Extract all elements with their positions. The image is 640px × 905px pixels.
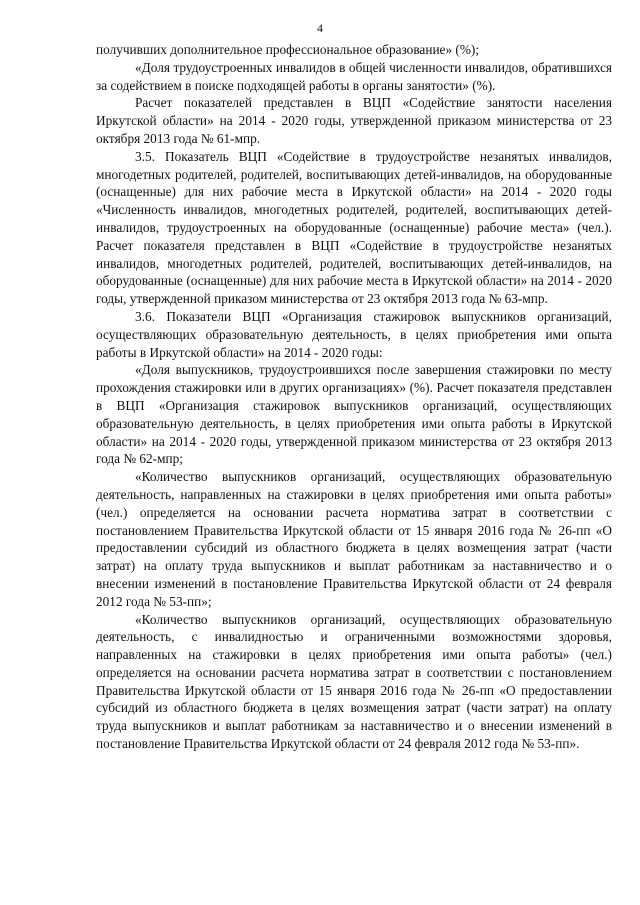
paragraph-section-3-6: 3.6. Показатели ВЦП «Организация стажировок выпускников организаций, осуществляющих образовательную деятельность, в целях приобретения ими опыта работы в Иркутской области» на 2014 - 2020 годы: bbox=[96, 308, 612, 360]
page-number: 4 bbox=[317, 21, 323, 35]
paragraph-graduates-count: «Количество выпускников организаций, осуществляющих образовательную деятельность, направленных на стажировки в целях приобретения ими опыта работы» (чел.) определяется на основании расчета норматива затрат в соответствии с постановлением Правительства Иркутской области от 15 января 2016 года № 26-пп «О предоставлении субсидий из областного бюджета в целях возмещения затрат (части затрат) на оплату труда выпускников и выплат работникам за наставничество и о внесении изменений в постановление Правительства Иркутской области от 24 февраля 2012 года № 53-пп»; bbox=[96, 469, 612, 609]
paragraph-graduates-disabled-count: «Количество выпускников организаций, осуществляющих образовательную деятельность, с инвалидностью и ограниченными возможностями здоровья, направленных на стажировки в целях приобретения ими опыта работы» (чел.) определяется на основании расчета норматива затрат в соответствии с постановлением Правительства Иркутской области от 15 января 2016 года № 26-пп «О предоставлении субсидий из областного бюджета в целях возмещения затрат (части затрат) на оплату труда выпускников и выплат работникам за наставничество и о внесении изменений в постановление Правительства Иркутской области от 24 февраля 2012 года № 53-пп». bbox=[96, 611, 612, 752]
paragraph-vcp-61: Расчет показателей представлен в ВЦП «Содействие занятости населения Иркутской области» на 2014 - 2020 годы, утвержденной приказом министерства от 23 октября 2013 года № 61-мпр. bbox=[96, 95, 612, 146]
document-body bbox=[96, 41, 612, 753]
paragraph-continuation: получивших дополнительное профессиональное образование» (%); bbox=[96, 42, 480, 57]
paragraph-indicator-disabled-employment: «Доля трудоустроенных инвалидов в общей численности инвалидов, обратившихся за содействием в поиске подходящей работы в органы занятости» (%). bbox=[96, 59, 612, 93]
paragraph-section-3-5: 3.5. Показатель ВЦП «Содействие в трудоустройстве незанятых инвалидов, многодетных родителей, родителей, воспитывающих детей-инвалидов, на оборудованные (оснащенные) для них рабочие места в Иркутской области» на 2014 - 2020 годы «Численность инвалидов, многодетных родителей, родителей, воспитывающих детей-инвалидов, трудоустроенных на оборудованные (оснащенные) рабочие места» (чел.). Расчет показателя представлен в ВЦП «Содействие в трудоустройстве незанятых инвалидов, многодетных родителей, родителей, воспитывающих детей-инвалидов, на оборудованные (оснащенные) для них рабочие места в Иркутской области» на 2014 - 2020 годы, утвержденной приказом министерства от 23 октября 2013 года № 63-мпр. bbox=[96, 148, 612, 307]
paragraph-graduates-share: «Доля выпускников, трудоустроившихся после завершения стажировки по месту прохождения стажировки или в других организациях» (%). Расчет показателя представлен в ВЦП «Организация стажировок выпускников организаций, осуществляющих образовательную деятельность, в целях приобретения ими опыта работы в Иркутской области» на 2014 - 2020 годы, утвержденной приказом министерства от 23 октября 2013 года № 62-мпр; bbox=[96, 362, 612, 467]
